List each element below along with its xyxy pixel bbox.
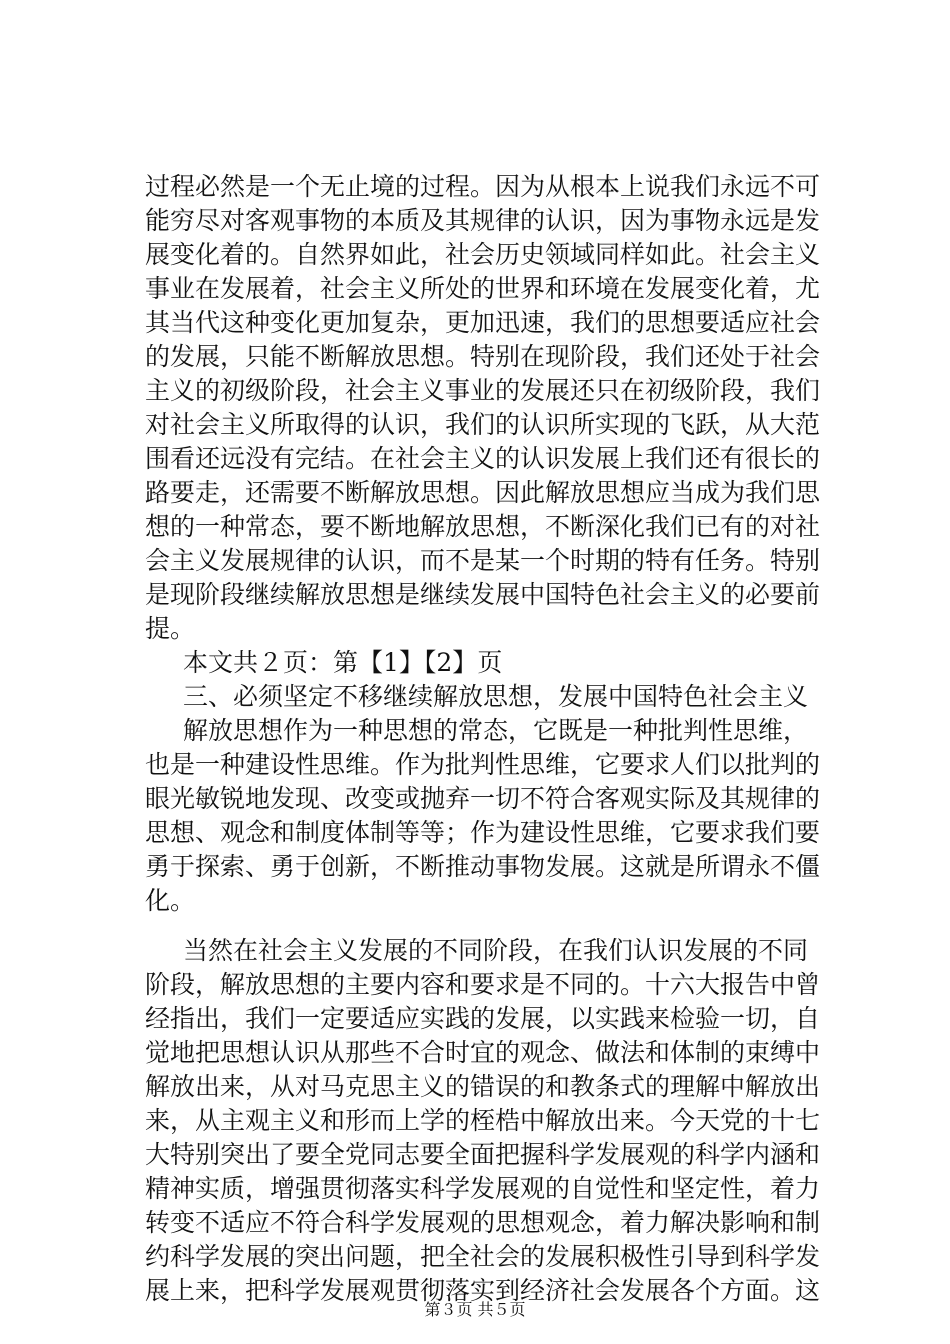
text-line: 勇于探索、勇于创新，不断推动事物发展。这就是所谓永不僵 bbox=[145, 852, 821, 881]
text-line: 会主义发展规律的认识，而不是某一个时期的特有任务。特别 bbox=[145, 546, 821, 575]
text-line: 也是一种建设性思维。作为批判性思维，它要求人们以批判的 bbox=[145, 750, 821, 779]
text-line: 大特别突出了要全党同志要全面把握科学发展观的科学内涵和 bbox=[145, 1140, 821, 1169]
text-line: 经指出，我们一定要适应实践的发展，以实践来检验一切，自 bbox=[145, 1004, 821, 1033]
text-line: 其当代这种变化更加复杂，更加迅速，我们的思想要适应社会 bbox=[145, 308, 821, 337]
text-line: 解放思想作为一种思想的常态，它既是一种批判性思维， bbox=[183, 716, 809, 745]
text-line: 当然在社会主义发展的不同阶段，在我们认识发展的不同 bbox=[183, 936, 809, 965]
page-navigation[interactable]: 本文共２页：第【1】【2】页 bbox=[183, 648, 503, 677]
text-line: 提。 bbox=[145, 614, 196, 643]
text-line: 思想、观念和制度体制等等；作为建设性思维，它要求我们要 bbox=[145, 818, 821, 847]
text-line: 约科学发展的突出问题，把全社会的发展积极性引导到科学发 bbox=[145, 1242, 821, 1271]
text-line: 过程必然是一个无止境的过程。因为从根本上说我们永远不可 bbox=[145, 172, 821, 201]
text-line: 转变不适应不符合科学发展观的思想观念，着力解决影响和制 bbox=[145, 1208, 821, 1237]
document-body bbox=[145, 170, 835, 1308]
text-line: 精神实质，增强贯彻落实科学发展观的自觉性和坚定性，着力 bbox=[145, 1174, 821, 1203]
text-line: 觉地把思想认识从那些不合时宜的观念、做法和体制的束缚中 bbox=[145, 1038, 821, 1067]
text-line: 的发展，只能不断解放思想。特别在现阶段，我们还处于社会 bbox=[145, 342, 821, 371]
text-line: 阶段，解放思想的主要内容和要求是不同的。十六大报告中曾 bbox=[145, 970, 821, 999]
section-heading: 三、必须坚定不移继续解放思想，发展中国特色社会主义 bbox=[183, 682, 809, 711]
text-line: 事业在发展着，社会主义所处的世界和环境在发展变化着，尤 bbox=[145, 274, 821, 303]
text-line: 来，从主观主义和形而上学的桎梏中解放出来。今天党的十七 bbox=[145, 1106, 821, 1135]
text-line: 展变化着的。自然界如此，社会历史领域同样如此。社会主义 bbox=[145, 240, 821, 269]
text-line: 展上来，把科学发展观贯彻落实到经济社会发展各个方面。这 bbox=[145, 1276, 821, 1305]
text-line: 是现阶段继续解放思想是继续发展中国特色社会主义的必要前 bbox=[145, 580, 821, 609]
page-number-label: 第３页 共５页 bbox=[424, 1300, 526, 1319]
text-line: 能穷尽对客观事物的本质及其规律的认识，因为事物永远是发 bbox=[145, 206, 821, 235]
text-line: 眼光敏锐地发现、改变或抛弃一切不符合客观实际及其规律的 bbox=[145, 784, 821, 813]
text-line: 围看还远没有完结。在社会主义的认识发展上我们还有很长的 bbox=[145, 444, 821, 473]
text-line: 解放出来，从对马克思主义的错误的和教条式的理解中解放出 bbox=[145, 1072, 821, 1101]
text-line: 对社会主义所取得的认识，我们的认识所实现的飞跃，从大范 bbox=[145, 410, 821, 439]
text-line: 想的一种常态，要不断地解放思想，不断深化我们已有的对社 bbox=[145, 512, 821, 541]
text-line: 化。 bbox=[145, 886, 196, 915]
paragraph-gap bbox=[145, 918, 835, 934]
page-footer bbox=[0, 1300, 950, 1320]
text-line: 主义的初级阶段，社会主义事业的发展还只在初级阶段，我们 bbox=[145, 376, 821, 405]
text-line: 路要走，还需要不断解放思想。因此解放思想应当成为我们思 bbox=[145, 478, 821, 507]
